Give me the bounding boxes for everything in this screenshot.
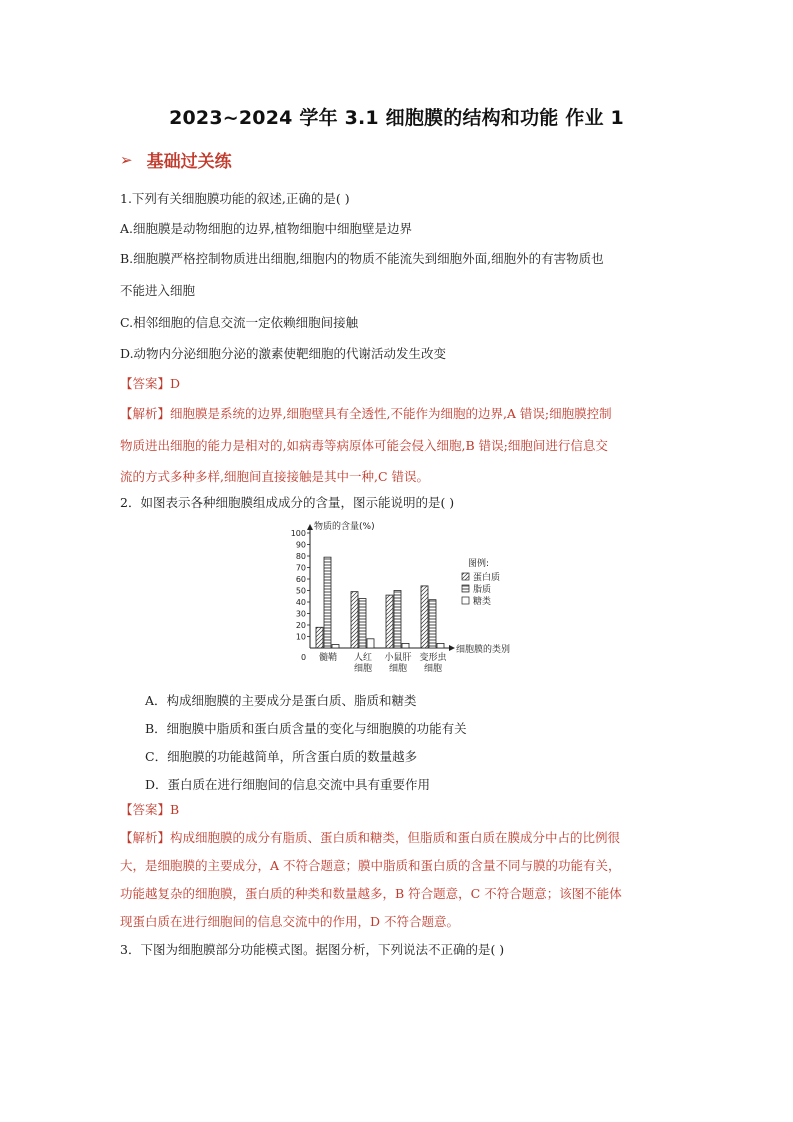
legend-swatch	[462, 585, 469, 592]
category-label: 小鼠肝	[384, 653, 412, 663]
y-tick-label: 40	[295, 598, 306, 607]
y-tick-label: 70	[295, 563, 306, 573]
bar	[316, 627, 323, 648]
bar-group	[316, 557, 444, 648]
y-tick-label: 100	[290, 529, 306, 538]
category-label: 人红	[353, 653, 373, 663]
bar	[437, 643, 444, 648]
q2-analysis-line3: 功能越复杂的细胞膜，蛋白质的种类和数量越多，B 符合题意，C 不符合题意；该图不能体	[120, 886, 622, 901]
bar	[421, 586, 428, 648]
category-label: 细胞	[353, 664, 373, 674]
y-tick-label: 80	[295, 552, 306, 561]
y-tick-group	[291, 529, 310, 642]
document-title: 2023~2024 学年 3.1 细胞膜的结构和功能 作业 1	[169, 107, 624, 129]
q1-option-c: C.相邻细胞的信息交流一定依赖细胞间接触	[120, 315, 359, 330]
category-label: 细胞	[423, 664, 443, 674]
section-label: 基础过关练	[146, 152, 232, 172]
bar	[429, 600, 436, 648]
q1-option-d: D.动物内分泌细胞分泌的激素使靶细胞的代谢活动发生改变	[120, 346, 447, 361]
bar	[359, 599, 366, 648]
x-axis-label: 细胞膜的类别	[456, 645, 511, 655]
q2-analysis-line2: 大，是细胞膜的主要成分，A 不符合题意；膜中脂质和蛋白质的含量不同与膜的功能有关，	[120, 858, 621, 873]
y-tick-label: 90	[295, 540, 306, 550]
legend-swatch	[462, 573, 469, 580]
category-label: 变形虫	[419, 653, 447, 663]
category-label: 细胞	[388, 664, 408, 674]
y-tick-label: 60	[295, 575, 306, 584]
category-label: 髓鞘	[318, 653, 338, 663]
y-tick-label: 30	[295, 609, 306, 619]
section-heading	[120, 147, 232, 172]
y-axis-label: 物质的含量(%)	[314, 522, 375, 532]
legend	[462, 557, 500, 607]
q2-stem: 2．如图表示各种细胞膜组成成分的含量，图示能说明的是( )	[120, 495, 455, 510]
bar	[332, 645, 339, 648]
q1-answer: 【答案】D	[120, 376, 181, 391]
legend-entry: 蛋白质	[473, 573, 501, 583]
q2-option-c: C．细胞膜的功能越简单，所含蛋白质的数量越多	[145, 749, 418, 764]
q1-analysis-line1: 【解析】细胞膜是系统的边界,细胞壁具有全透性,不能作为细胞的边界,A 错误;细胞膜控制	[120, 406, 612, 421]
arrow-bullet-icon: ➢	[120, 150, 133, 169]
q3-stem: 3．下图为细胞膜部分功能模式图。据图分析，下列说法不正确的是( )	[120, 942, 505, 957]
bar	[386, 595, 393, 648]
q2-option-a: A．构成细胞膜的主要成分是蛋白质、脂质和糖类	[145, 693, 417, 708]
y-tick-label: 50	[295, 586, 306, 596]
q2-analysis-line4: 现蛋白质在进行细胞间的信息交流中的作用，D 不符合题意。	[120, 914, 459, 929]
q2-option-b: B．细胞膜中脂质和蛋白质含量的变化与细胞膜的功能有关	[145, 721, 467, 736]
bar	[394, 591, 401, 649]
q1-option-b-line1: B.细胞膜严格控制物质进出细胞,细胞内的物质不能流失到细胞外面,细胞外的有害物质也	[120, 251, 604, 266]
q1-option-b-line2: 不能进入细胞	[120, 283, 196, 298]
bar	[351, 592, 358, 648]
origin-label: 0	[301, 653, 307, 662]
y-tick-label: 20	[295, 621, 306, 630]
q1-stem: 1.下列有关细胞膜功能的叙述,正确的是( )	[120, 191, 350, 206]
q2-analysis-line1: 【解析】构成细胞膜的成分有脂质、蛋白质和糖类，但脂质和蛋白质在膜成分中占的比例很	[120, 830, 621, 845]
q1-analysis-line2: 物质进出细胞的能力是相对的,如病毒等病原体可能会侵入细胞,B 错误;细胞间进行信息交	[120, 438, 608, 453]
category-label-group	[319, 651, 447, 674]
membrane-composition-chart	[270, 519, 540, 679]
legend-entry: 脂质	[473, 585, 492, 595]
q1-analysis-line3: 流的方式多种多样,细胞间直接接触是其中一种,C 错误。	[120, 469, 429, 484]
bar	[324, 557, 331, 648]
legend-entry: 糖类	[473, 597, 492, 607]
q1-option-a: A.细胞膜是动物细胞的边界,植物细胞中细胞壁是边界	[120, 221, 412, 236]
q2-option-d: D．蛋白质在进行细胞间的信息交流中具有重要作用	[145, 777, 431, 792]
legend-swatch	[462, 597, 469, 604]
legend-title: 图例:	[468, 559, 490, 569]
bar	[367, 639, 374, 648]
y-tick-label: 10	[295, 632, 306, 642]
q2-answer: 【答案】B	[120, 802, 180, 817]
bar	[402, 643, 409, 648]
